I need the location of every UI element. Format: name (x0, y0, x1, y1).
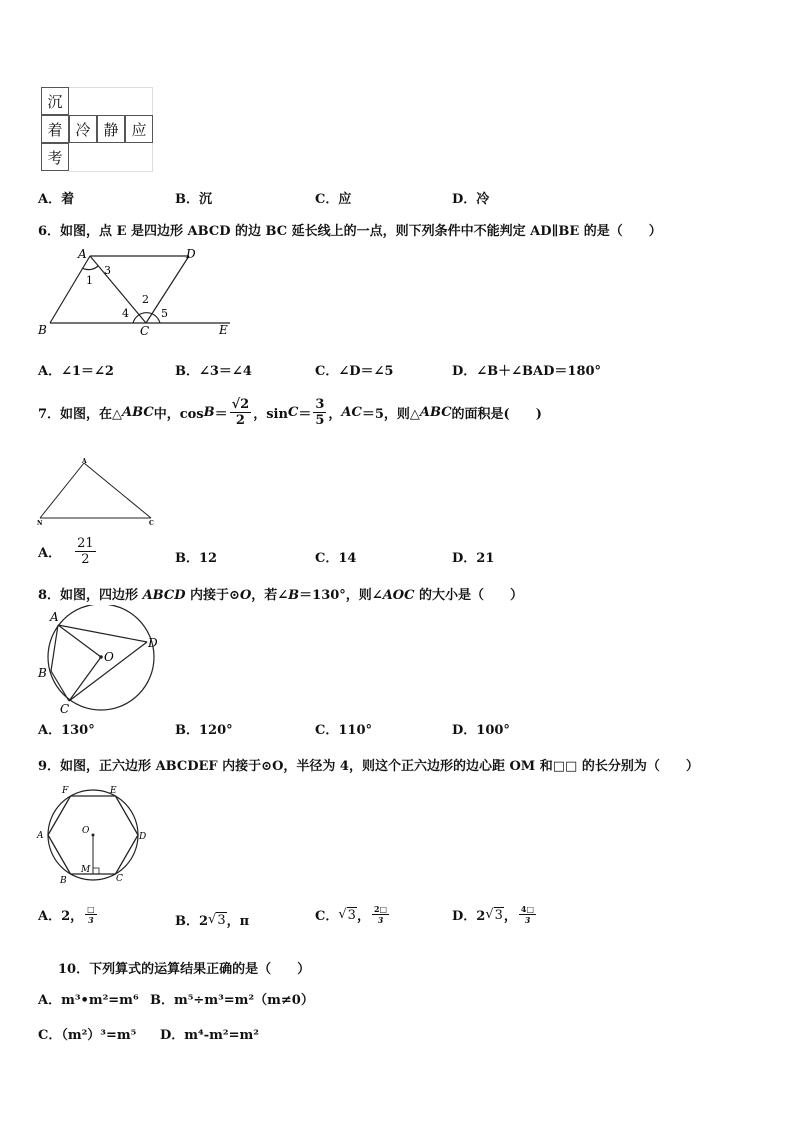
q7-option-d[interactable]: D．21 (452, 551, 495, 566)
angle-3: 3 (104, 264, 111, 277)
cube-net (41, 87, 153, 173)
q10-stem: 10．下列算式的运算结果正确的是（ ） (58, 962, 311, 977)
net-cell: 考 (41, 143, 69, 171)
q9-stem: 9．如图，正六边形 ABCDEF 内接于⊙O，半径为 4，则这个正六边形的边心距 OM 和□□ 的长分别为（ ） (38, 759, 699, 774)
q7-option-c[interactable]: C．14 (315, 551, 357, 566)
angle-5: 5 (161, 307, 168, 320)
q6-option-c[interactable]: C．∠D＝∠5 (315, 364, 394, 379)
label-b: B (60, 876, 67, 886)
net-cell: 静 (97, 115, 125, 143)
q7-stem: 7．如图，在△ ABC 中，cos B ＝ $\frac{√2}{2}$ ，sin C ＝ $\frac{3}{5}$ ， AC ＝5，则△ ABC 的面积是( ) (38, 397, 542, 428)
label-m: M (81, 865, 91, 875)
label-b: B (38, 323, 47, 337)
q9-option-c[interactable]: C． √ 3 ， $\frac{2□}{3}$ (315, 904, 388, 925)
label-d: D (139, 832, 147, 842)
q5-option-d[interactable]: D．冷 (452, 192, 490, 207)
net-cell: 沉 (41, 87, 69, 115)
angle-4: 4 (122, 307, 129, 320)
q6-option-a[interactable]: A．∠1＝∠2 (38, 364, 114, 379)
label-a: A (82, 458, 87, 465)
angle-1: 1 (86, 274, 93, 287)
q8-stem: 8．如图，四边形 ABCD 内接于⊙O，若∠B＝130°，则∠AOC 的大小是（ ） (38, 588, 523, 603)
q9-option-a[interactable]: A．2， $\frac{□}{3}$ (38, 904, 95, 925)
q6-option-b[interactable]: B．∠3＝∠4 (175, 364, 252, 379)
label-d: D (186, 247, 196, 261)
label-n: N (37, 520, 43, 527)
label-f: F (62, 786, 69, 796)
label-o: O (104, 650, 114, 664)
label-a: A (37, 831, 44, 841)
q5-option-c[interactable]: C．应 (315, 192, 352, 207)
label-o: O (82, 826, 90, 836)
q10-option-c[interactable]: C．（m²）³=m⁵ (38, 1028, 137, 1043)
q8-option-c[interactable]: C．110° (315, 723, 372, 738)
label-a: A (50, 610, 59, 624)
q5-option-b[interactable]: B．沉 (175, 192, 212, 207)
q6-stem: 6．如图，点 E 是四边形 ABCD 的边 BC 延长线上的一点，则下列条件中不能判定 AD∥BE 的是（ ） (38, 224, 662, 239)
q6-figure (34, 246, 234, 338)
label-e: E (219, 323, 228, 337)
label-c: C (140, 324, 150, 338)
q9-option-d[interactable]: D．2 √ 3 ， $\frac{4□}{3}$ (452, 904, 535, 925)
q10-option-a[interactable]: A．m³•m²=m⁶ (38, 993, 139, 1008)
label-e: E (110, 786, 117, 796)
net-cell: 冷 (69, 115, 97, 143)
q7-figure (34, 455, 164, 527)
label-c: C (60, 702, 70, 715)
q7-option-b[interactable]: B．12 (175, 551, 218, 566)
q8-figure (34, 605, 164, 715)
q10-option-d[interactable]: D．m⁴-m²=m² (160, 1028, 259, 1043)
q8-option-b[interactable]: B．120° (175, 723, 233, 738)
label-c: C (116, 874, 123, 884)
angle-2: 2 (142, 293, 149, 306)
q9-figure (34, 783, 154, 888)
q10-option-b[interactable]: B．m⁵÷m³=m²（m≠0） (150, 993, 314, 1008)
label-c: C (149, 520, 154, 527)
q8-option-d[interactable]: D．100° (452, 723, 510, 738)
label-d: D (148, 636, 158, 650)
q9-option-b[interactable]: B．2 √ 3 ，π (175, 912, 250, 929)
q8-option-a[interactable]: A．130° (38, 723, 95, 738)
q5-option-a[interactable]: A．着 (38, 192, 75, 207)
q7-option-a[interactable]: A． $\frac{21}{2}$ (38, 536, 94, 567)
net-cell: 着 (41, 115, 69, 143)
label-a: A (78, 247, 87, 261)
net-cell: 应 (125, 115, 153, 143)
label-b: B (38, 666, 47, 680)
q6-option-d[interactable]: D．∠B＋∠BAD＝180° (452, 364, 602, 379)
